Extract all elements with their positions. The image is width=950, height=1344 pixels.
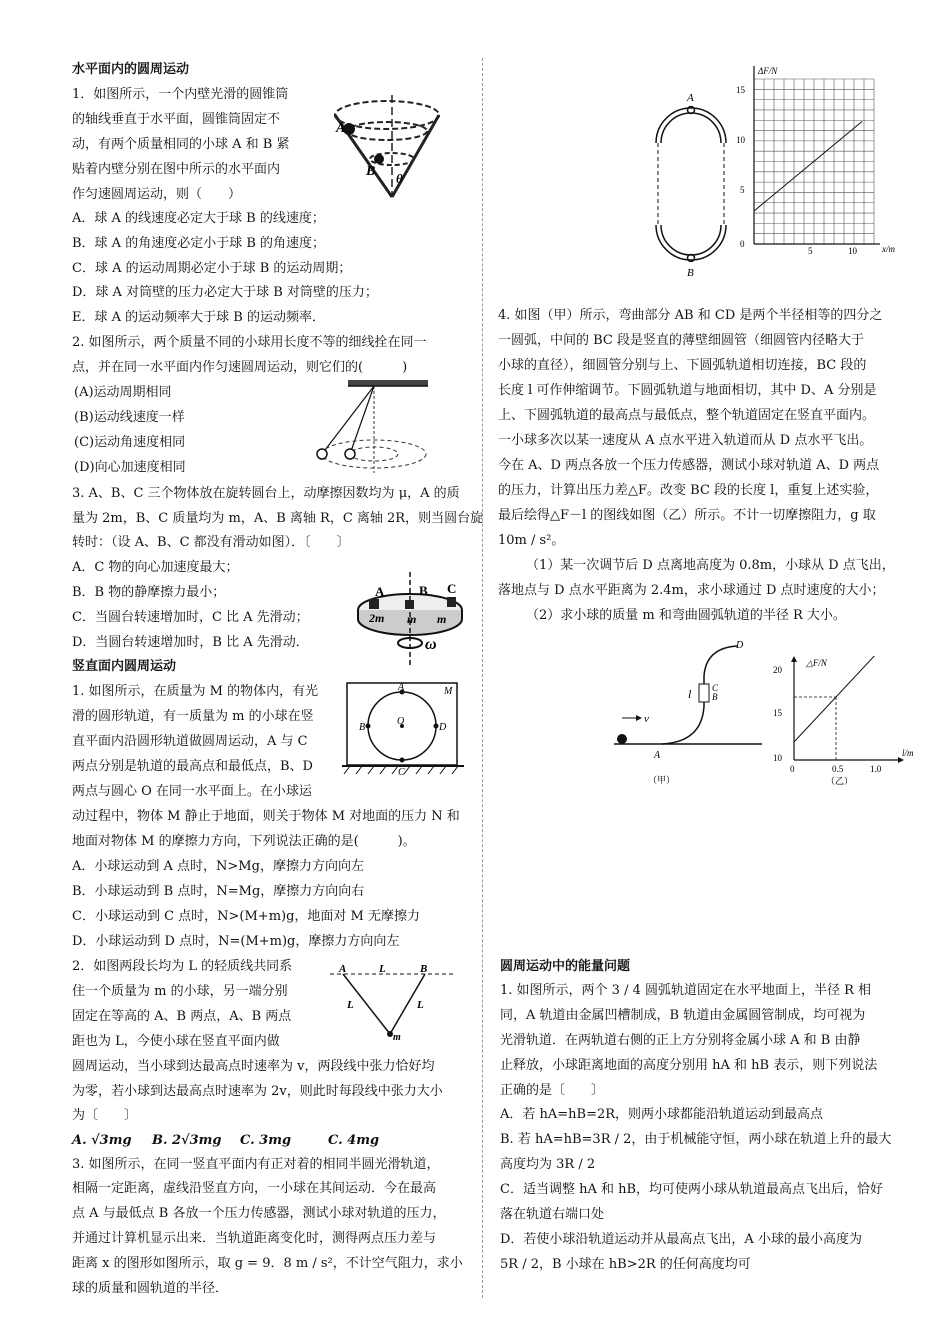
s2q2-option: C. 4mg [328, 1133, 380, 1148]
s2q2-line: 为零，若小球到达最高点时速率为 2v，则此时每段线中张力大小 [72, 1084, 443, 1099]
q3-line: 转时：（设 A、B、C 都没有滑动如图）．〔 〕 [72, 535, 350, 550]
s2q3-line: 点 A 与最低点 B 各放一个压力传感器，测试小球对轨道的压力， [72, 1206, 446, 1221]
q2-option: (B)运动线速度一样 [74, 410, 185, 425]
q3-option: C．当圆台转速增加时，C 比 A 先滑动； [72, 610, 309, 625]
strings-label: L [379, 963, 386, 975]
s2q2-option: B. 2√3mg [152, 1133, 222, 1148]
s2q3-line: 球的质量和圆轨道的半径． [72, 1281, 229, 1296]
s2q1-option: C．小球运动到 C 点时，N>(M+m)g，地面对 M 无摩擦力 [72, 909, 420, 924]
jia-label: l [688, 687, 692, 701]
s3-line: 同，A 轨道由金属凹槽制成，B 轨道由金属圆管制成，均可视为 [500, 1008, 866, 1023]
graph1-xtick: 10 [848, 246, 857, 256]
graph1-ytick: 10 [736, 135, 745, 145]
box-track-figure [342, 680, 464, 780]
turntable-mass: m [407, 612, 417, 626]
q4-line: 今在 A、D 两点各放一个压力传感器，测试小球对轨道 A、D 两点 [498, 458, 880, 473]
s3-option: 落在轨道右端口处 [500, 1207, 605, 1222]
s2q2-line: 为〔 〕 [72, 1108, 138, 1123]
q1-option: D．球 A 对筒壁的压力必定大于球 B 对筒壁的压力； [72, 285, 378, 300]
curved-track-figure [612, 636, 772, 788]
q4-line: 长度 l 可作伸缩调节。下圆弧轨道与地面相切，其中 D、A 分别是 [498, 383, 877, 398]
s2q1-option: D．小球运动到 D 点时，N=(M+m)g，摩擦力方向向左 [72, 934, 400, 949]
graph2-xtick: 0 [790, 764, 795, 774]
graph1-xlabel: x/m [882, 244, 895, 254]
turntable-figure [355, 567, 465, 667]
s2q3-line: 3. 如图所示，在同一竖直平面内有正对着的相同半圆光滑轨道， [72, 1157, 440, 1172]
q3-line: 量为 2m，B、C 质量均为 m，A、B 离轴 R，C 离轴 2R，则当圆台旋 [72, 511, 484, 526]
s2q2-line: 固定在等高的 A、B 两点，A、B 两点 [72, 1009, 292, 1024]
box-label: M [444, 686, 453, 697]
s2q2-option: C. 3mg [240, 1133, 292, 1148]
q2-option: (D)向心加速度相同 [74, 460, 186, 475]
s2q3-line: 并通过计算机显示出来．当轨道距离变化时，测得两点压力差与 [72, 1231, 437, 1246]
section-title-horizontal: 水平面内的圆周运动 [72, 62, 190, 77]
q4-line: 4. 如图（甲）所示，弯曲部分 AB 和 CD 是两个半径相等的四分之 [498, 308, 883, 323]
s2q1-option: A．小球运动到 A 点时，N>Mg，摩擦力方向向左 [72, 859, 364, 874]
omega-label: ω [425, 636, 437, 653]
pendulum-figure [312, 378, 430, 474]
jia-label: C [712, 683, 719, 693]
graph2-ytick: 10 [773, 753, 782, 763]
jia-caption: （甲） [648, 775, 676, 785]
s2q1-line: 动过程中，物体 M 静止于地面，则关于物体 M 对地面的压力 N 和 [72, 809, 460, 824]
strings-label: A [339, 963, 347, 975]
graph2-ytick: 20 [773, 665, 782, 675]
q4-line: 上、下圆弧轨道的最高点与最低点，整个轨道固定在竖直平面内。 [498, 408, 876, 423]
turntable-label: A [375, 584, 385, 599]
graph1-data-line [754, 122, 862, 212]
jia-label: D [736, 640, 744, 651]
q1-option: A．球 A 的线速度必定大于球 B 的线速度； [72, 211, 325, 226]
q1-line: 的轴线垂直于水平面，圆锥筒固定不 [72, 112, 281, 127]
cone-label: A [336, 121, 346, 136]
s2q1-line: 两点分别是轨道的最高点和最低点，B、D [72, 759, 313, 774]
turntable-label: C [447, 581, 457, 596]
s3-option: C．适当调整 hA 和 hB，均可使两小球从轨道最高点飞出后，恰好 [500, 1182, 884, 1197]
graph1-ytick: 15 [736, 85, 745, 95]
box-label: A [398, 682, 405, 693]
turntable-mass: 2m [369, 611, 385, 625]
track-label: B [687, 267, 694, 279]
cone-figure [330, 85, 445, 205]
s2q1-line: 滑的圆形轨道，有一质量为 m 的小球在竖 [72, 709, 314, 724]
q4-sub1: （1）某一次调节后 D 点离地高度为 0.8m，小球从 D 点飞出， [526, 558, 895, 573]
graph1-xtick: 5 [808, 246, 813, 256]
s2q2-line: 2．如图两段长均为 L 的轻质线共同系 [72, 959, 293, 974]
jia-label: A [654, 750, 661, 761]
s3-line: 光滑轨道．在两轨道右侧的正上方分别将金属小球 A 和 B 由静 [500, 1033, 861, 1048]
stadium-track-figure [650, 88, 732, 280]
graph1-ytick: 5 [740, 185, 745, 195]
s3-option: 5R / 2，B 小球在 hB>2R 的任何高度均可 [500, 1257, 751, 1272]
s2q1-line: 1. 如图所示，在质量为 M 的物体内，有光 [72, 684, 319, 699]
q1-line: 贴着内壁分别在图中所示的水平面内 [72, 162, 281, 177]
s2q3-line: 相隔一定距离，虚线沿竖直方向，一小球在其间运动．今在最高 [72, 1181, 437, 1196]
s2q1-line: 两点与圆心 O 在同一水平面上。在小球运 [72, 784, 312, 799]
s2q2-line: 距也为 L，今使小球在竖直平面内做 [72, 1034, 280, 1049]
graph2-ylabel: △F/N [806, 658, 827, 668]
q4-sub1: 落地点与 D 点水平距离为 2.4m，求小球通过 D 点时速度的大小； [498, 583, 885, 598]
box-label: O [397, 716, 405, 727]
q4-line: 10m / s²。 [498, 533, 565, 548]
s3-line: 1. 如图所示，两个 3 / 4 圆弧轨道固定在水平地面上，半径 R 相 [500, 983, 872, 998]
deltaF-l-graph [770, 656, 930, 788]
strings-label: L [417, 999, 424, 1011]
q4-line: 的压力，计算出压力差△F。改变 BC 段的长度 l，重复上述实验， [498, 483, 879, 498]
q1-line: 动，有两个质量相同的小球 A 和 B 紧 [72, 137, 290, 152]
two-strings-figure [325, 962, 455, 1042]
graph2-xtick: 1.0 [870, 764, 882, 774]
box-label: C [398, 767, 405, 778]
box-label: D [439, 722, 447, 733]
s2q2-line: 圆周运动，当小球到达最高点时速率为 v，两段线中张力恰好均 [72, 1059, 435, 1074]
s2q1-line: 地面对物体 M 的摩擦力方向，下列说法正确的是( )。 [72, 834, 416, 849]
column-divider [482, 58, 483, 1298]
section-title-vertical: 竖直面内圆周运动 [72, 659, 177, 674]
strings-label: B [420, 963, 428, 975]
q2-line: 2. 如图所示，两个质量不同的小球用长度不等的细线拴在同一 [72, 335, 427, 350]
strings-label: L [347, 999, 354, 1011]
q1-option: E．球 A 的运动频率大于球 B 的运动频率． [72, 310, 325, 325]
s2q3-line: 距离 x 的图形如图所示，取 g = 9．8 m / s²，不计空气阻力，求小 [72, 1256, 463, 1271]
q3-option: D．当圆台转速增加时，B 比 A 先滑动． [72, 635, 309, 650]
graph1-ytick: 0 [740, 239, 745, 249]
section-title-energy: 圆周运动中的能量问题 [500, 959, 631, 974]
cone-label: θ [396, 171, 403, 186]
q4-line: 最后绘得△F－l 的图线如图（乙）所示。不计一切摩擦阻力，g 取 [498, 508, 876, 523]
q4-line: 一圆弧，中间的 BC 段是竖直的薄壁细圆管（细圆管内径略大于 [498, 333, 865, 348]
box-label: B [359, 722, 366, 733]
graph1-ylabel: ΔF/N [758, 66, 778, 76]
s3-option: 高度均为 3R / 2 [500, 1157, 596, 1172]
deltaF-x-graph [732, 62, 932, 266]
q1-line: 1．如图所示，一个内壁光滑的圆锥筒 [72, 87, 289, 102]
graph2-xtick: 0.5 [832, 764, 844, 774]
q2-line: 点，并在同一水平面内作匀速圆周运动，则它们的( ) [72, 360, 408, 375]
q1-option: C．球 A 的运动周期必定小于球 B 的运动周期； [72, 261, 352, 276]
graph2-xlabel: l/m [902, 748, 914, 758]
s2q1-line: 直平面内沿圆形轨道做圆周运动，A 与 C [72, 734, 308, 749]
q4-line: 一小球多次以某一速度从 A 点水平进入轨道而从 D 点水平飞出。 [498, 433, 873, 448]
q1-line: 作匀速圆周运动，则（ ） [72, 187, 242, 202]
s3-option: D．若使小球沿轨道运动并从最高点飞出，A 小球的最小高度为 [500, 1232, 862, 1247]
s2q2-option: A. √3mg [72, 1133, 132, 1148]
s2q2-line: 住一个质量为 m 的小球，另一端分别 [72, 984, 288, 999]
q3-option: A．C 物的向心加速度最大； [72, 560, 239, 575]
q3-line: 3. A、B、C 三个物体放在旋转圆台上，动摩擦因数均为 μ，A 的质 [72, 486, 460, 501]
turntable-mass: m [437, 612, 447, 626]
s3-line: 止释放，小球距离地面的高度分别用 hA 和 hB 表示，则下列说法 [500, 1058, 878, 1073]
s3-option: A．若 hA=hB=2R，则两小球都能沿轨道运动到最高点 [500, 1107, 824, 1122]
track-label: A [687, 92, 694, 104]
q2-option: (C)运动角速度相同 [74, 435, 186, 450]
cone-label: B [366, 164, 376, 179]
turntable-label: B [419, 583, 428, 598]
yi-caption: （乙） [826, 776, 854, 786]
q3-option: B．B 物的静摩擦力最小； [72, 585, 226, 600]
graph2-ytick: 15 [773, 708, 782, 718]
jia-label: v [644, 713, 649, 725]
q4-line: 小球的直径），细圆管分别与上、下圆弧轨道相切连接，BC 段的 [498, 358, 867, 373]
q4-sub2: （2）求小球的质量 m 和弯曲圆弧轨道的半径 R 大小。 [526, 608, 846, 623]
jia-label: B [712, 692, 718, 702]
s2q1-option: B．小球运动到 B 点时，N=Mg，摩擦力方向向右 [72, 884, 365, 899]
q2-option: (A)运动周期相同 [74, 385, 172, 400]
s3-line: 正确的是〔 〕 [500, 1083, 605, 1098]
s3-option: B. 若 hA=hB=3R / 2，由于机械能守恒，两小球在轨道上升的最大 [500, 1132, 892, 1147]
strings-label: m [393, 1032, 401, 1042]
q1-option: B．球 A 的角速度必定小于球 B 的角速度； [72, 236, 326, 251]
